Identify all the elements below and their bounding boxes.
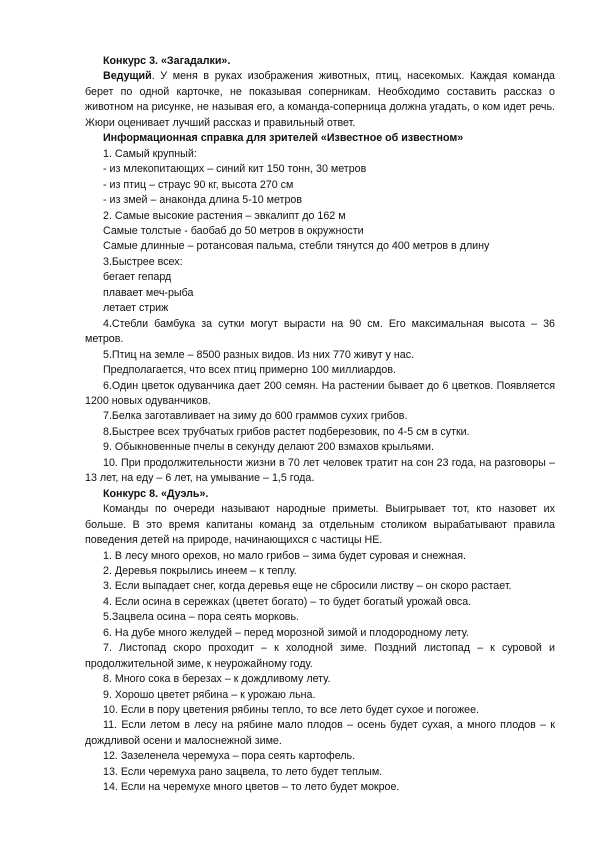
info-line: бегает гепард — [103, 271, 172, 284]
info-line: 5.Птиц на земле – 8500 разных видов. Из них 770 живут у нас. — [103, 348, 415, 361]
folk-sign-item: 12. Зазеленела черемуха – пора сеять картофель. — [103, 750, 356, 763]
contest3-heading: Конкурс 3. «Загадалки». — [103, 55, 231, 67]
info-list — [85, 147, 555, 487]
info-line: Самые толстые - баобаб до 50 метров в окружности — [103, 224, 364, 237]
signs-list — [85, 549, 555, 796]
folk-sign-item: 3. Если выпадает снег, когда деревья еще не сбросили листву – он скоро растает. — [103, 580, 512, 593]
info-heading: Информационная справка для зрителей «Известное об известном» — [103, 132, 464, 145]
info-line: 8.Быстрее всех трубчатых грибов растет подберезовик, по 4-5 см в сутки. — [103, 425, 470, 438]
folk-sign-item: 10. Если в пору цветения рябины тепло, то все лето будет сухое и погожее. — [103, 704, 479, 717]
info-line: 2. Самые высокие растения – эвкалипт до 162 м — [103, 209, 346, 222]
info-line: - из змей – анаконда длина 5-10 метров — [103, 194, 303, 207]
folk-sign-item: 13. Если черемуха рано зацвела, то лето будет теплым. — [103, 765, 383, 778]
info-line: 3.Быстрее всех: — [103, 255, 183, 268]
contest8-intro: Команды по очереди называют народные приметы. Выигрывает тот, кто назовет их больше. В это время капитаны команд за отдельным столиком вырабатывают правила поведения детей на природе, начинающихся с частицы НЕ. — [85, 503, 555, 547]
folk-sign-item: 14. Если на черемухе много цветов – то лето будет мокрое. — [103, 781, 400, 794]
info-line: 9. Обыкновенные пчелы в секунду делают 200 взмахов крыльями. — [103, 441, 434, 454]
folk-sign-item: 7. Листопад скоро проходит – к холодной зиме. Поздний листопад – к суровой и продолжительной зиме, к неурожайному году. — [85, 642, 555, 670]
folk-sign-item: 2. Деревья покрылись инеем – к теплу. — [103, 564, 297, 577]
info-line: - из птиц – страус 90 кг, высота 270 см — [103, 178, 294, 191]
contest8-heading: Конкурс 8. «Дуэль». — [103, 487, 209, 500]
folk-sign-item: 4. Если осина в сережках (цветет богато) – то будет богатый урожай овса. — [103, 595, 472, 608]
folk-sign-item: 8. Много сока в березах – к дождливому лету. — [103, 673, 331, 686]
info-line: 6.Один цветок одуванчика дает 200 семян. На растении бывает до 6 цветков. Появляется 1200 новых одуванчиков. — [85, 379, 555, 407]
folk-sign-item: 6. На дубе много желудей – перед морозной зимой и плодородному лету. — [103, 626, 469, 639]
contest3-host-paragraph — [85, 69, 555, 131]
info-line: 10. При продолжительности жизни в 70 лет человек тратит на сон 23 года, на разговоры – 13 лет, на еду – 6 лет, на умывание – 1,5 года. — [85, 456, 555, 485]
folk-sign-item: 5.Зацвела осина – пора сеять морковь. — [103, 611, 300, 624]
info-line: 4.Стебли бамбука за сутки могут вырасти на 90 см. Его максимальная высота – 36 метров. — [85, 317, 555, 346]
folk-sign-item: 11. Если летом в лесу на рябине мало плодов – осень будет сухая, а много плодов – к дождливой осени и малоснежной зиме. — [85, 719, 555, 747]
folk-sign-item: 9. Хорошо цветет рябина – к урожаю льна. — [103, 688, 316, 701]
host-text: . У меня в руках изображения животных, птиц, насекомых. Каждая команда берет по одной карточке, не показывая соперникам. Необходимо составить рассказ о животном на рисунке, не называя его, а команда-соперница должна угадать, о ком идет речь. Жюри оценивает лучший рассказ и правильный ответ. — [85, 70, 555, 129]
info-line: плавает меч-рыба — [103, 286, 194, 299]
info-line: 7.Белка заготавливает на зиму до 600 граммов сухих грибов. — [103, 410, 408, 423]
folk-sign-item: 1. В лесу много орехов, но мало грибов – зима будет суровая и снежная. — [103, 549, 466, 562]
info-line: летает стриж — [103, 302, 169, 315]
info-line: Предполагается, что всех птиц примерно 100 миллиардов. — [103, 364, 396, 377]
info-line: 1. Самый крупный: — [103, 147, 197, 160]
document-page — [85, 54, 555, 796]
info-line: Самые длинные – ротансовая пальма, стебли тянутся до 400 метров в длину — [103, 240, 490, 253]
info-line: - из млекопитающих – синий кит 150 тонн, 30 метров — [103, 163, 367, 176]
host-label: Ведущий — [103, 70, 152, 83]
